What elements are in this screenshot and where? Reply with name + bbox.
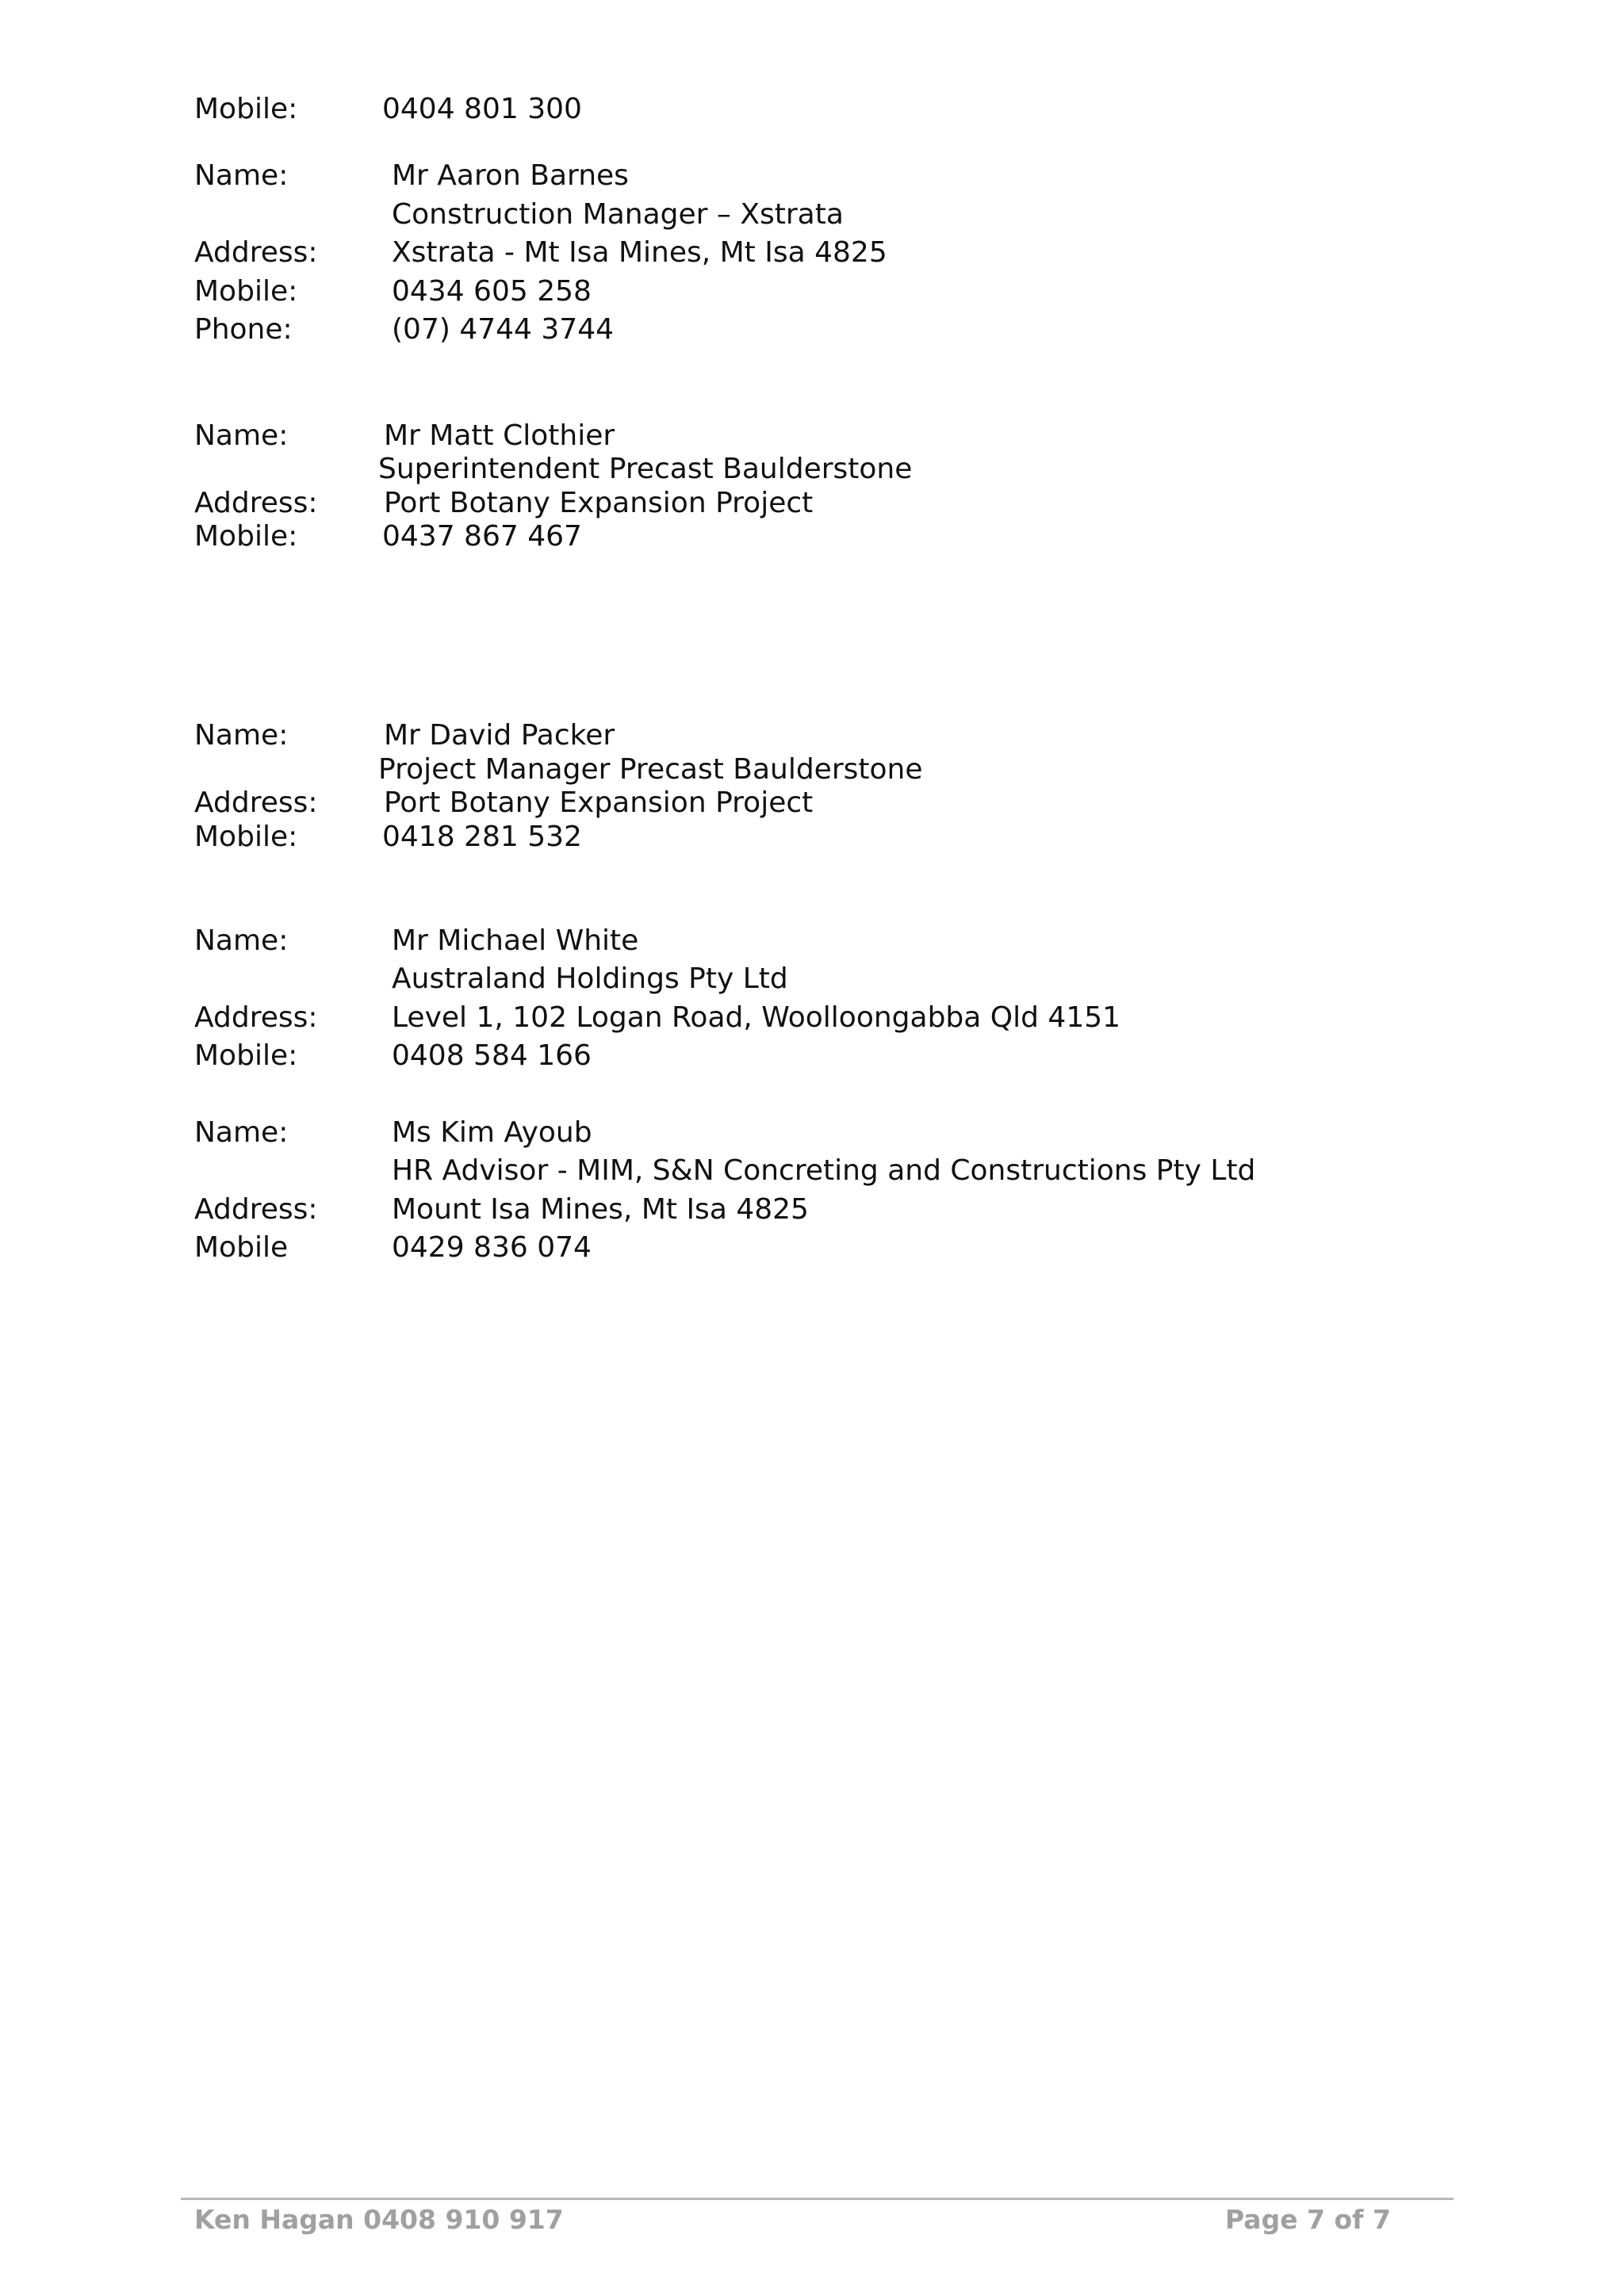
phone-label: Phone: bbox=[194, 313, 293, 346]
address-label: Address: bbox=[194, 1193, 318, 1226]
mobile-label: Mobile: bbox=[194, 1039, 298, 1072]
mobile-value: 0418 281 532 bbox=[382, 821, 582, 853]
footer-page-number: Page 7 of 7 bbox=[1225, 2204, 1391, 2235]
address-label: Address: bbox=[194, 487, 318, 519]
name-value: Mr David Packer bbox=[384, 719, 615, 752]
address-label: Address: bbox=[194, 1001, 318, 1034]
mobile-value: 0429 836 074 bbox=[392, 1231, 592, 1264]
name-label: Name: bbox=[194, 719, 289, 752]
name-value: Mr Matt Clothier bbox=[384, 419, 615, 452]
address-value: Level 1, 102 Logan Road, Woolloongabba Qld 4151 bbox=[392, 1001, 1121, 1034]
role-value: Superintendent Precast Baulderstone bbox=[378, 453, 913, 485]
name-value: Mr Aaron Barnes bbox=[392, 159, 629, 192]
address-label: Address: bbox=[194, 786, 318, 819]
mobile-value: 0437 867 467 bbox=[382, 520, 582, 553]
address-value: Port Botany Expansion Project bbox=[384, 786, 814, 819]
mobile-label: Mobile bbox=[194, 1231, 289, 1264]
role-value: Project Manager Precast Baulderstone bbox=[378, 753, 923, 786]
role-value: Construction Manager – Xstrata bbox=[392, 198, 844, 231]
footer-divider bbox=[181, 2198, 1454, 2200]
role-value: HR Advisor - MIM, S&N Concreting and Constructions Pty Ltd bbox=[392, 1154, 1256, 1187]
name-label: Name: bbox=[194, 1116, 289, 1149]
address-value: Mount Isa Mines, Mt Isa 4825 bbox=[392, 1193, 809, 1226]
mobile-label: Mobile: bbox=[194, 520, 298, 553]
address-value: Port Botany Expansion Project bbox=[384, 487, 814, 519]
mobile-value: 0404 801 300 bbox=[382, 93, 582, 125]
mobile-value: 0408 584 166 bbox=[392, 1039, 592, 1072]
address-value: Xstrata - Mt Isa Mines, Mt Isa 4825 bbox=[392, 236, 887, 269]
address-label: Address: bbox=[194, 236, 318, 269]
role-value: Australand Holdings Pty Ltd bbox=[392, 962, 788, 995]
name-value: Ms Kim Ayoub bbox=[392, 1116, 592, 1149]
mobile-label: Mobile: bbox=[194, 275, 298, 308]
name-label: Name: bbox=[194, 924, 289, 957]
footer-author-phone: Ken Hagan 0408 910 917 bbox=[194, 2204, 564, 2235]
mobile-label: Mobile: bbox=[194, 93, 298, 125]
name-label: Name: bbox=[194, 159, 289, 192]
phone-value: (07) 4744 3744 bbox=[392, 313, 615, 346]
mobile-value: 0434 605 258 bbox=[392, 275, 592, 308]
name-value: Mr Michael White bbox=[392, 924, 639, 957]
mobile-label: Mobile: bbox=[194, 821, 298, 853]
name-label: Name: bbox=[194, 419, 289, 452]
